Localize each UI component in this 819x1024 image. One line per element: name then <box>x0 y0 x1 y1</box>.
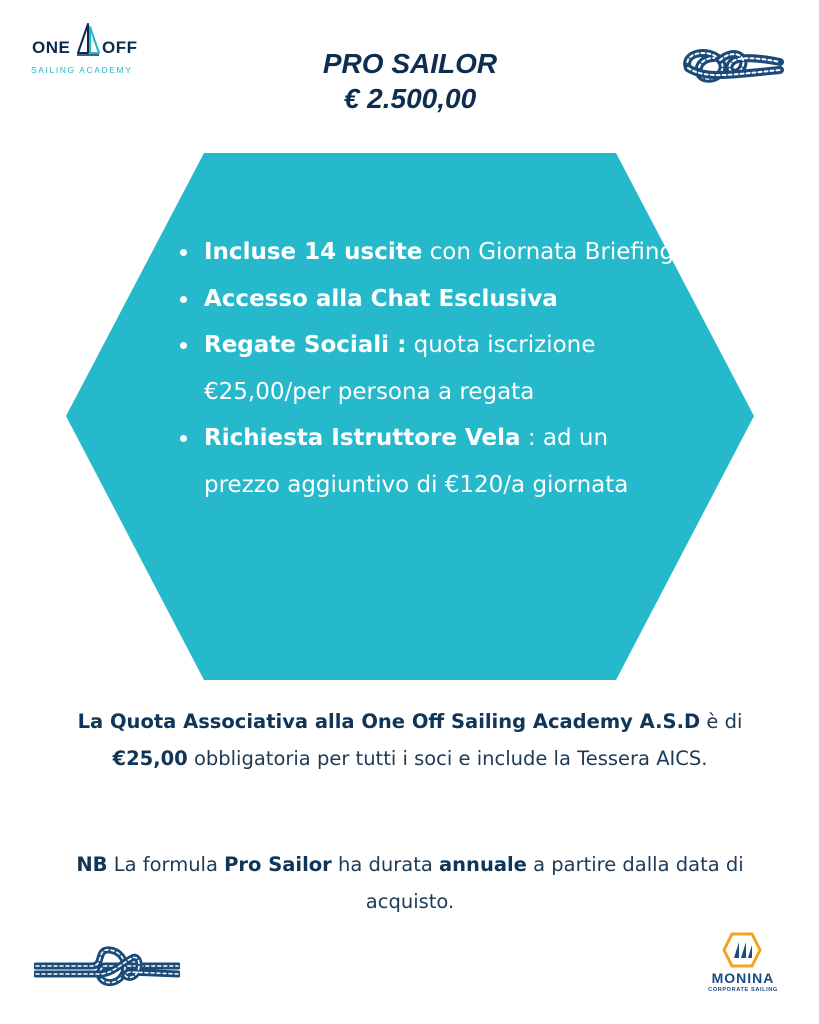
feature-highlight: Regate Sociali : <box>204 332 407 358</box>
feature-detail: : ad un prezzo aggiuntivo di €120/a giornata <box>204 425 629 498</box>
feature-detail: quota iscrizione €25,00/per persona a regata <box>204 332 596 405</box>
sailboat-icon <box>75 23 101 57</box>
feature-item <box>178 276 678 323</box>
fee-amount: €25,00 <box>112 747 188 770</box>
logo-word-one: ONE <box>32 38 71 57</box>
note-text: ha durata <box>331 853 440 876</box>
nb-label: NB <box>76 853 108 876</box>
logo-word-off: OFF <box>102 38 138 57</box>
fee-highlight-association: La Quota Associativa alla One Off Sailing Academy A.S.D <box>77 710 701 733</box>
feature-item <box>178 322 678 415</box>
sail-hexagon-icon <box>722 932 762 968</box>
plan-price: € 2.500,00 <box>343 83 477 114</box>
rope-knot-icon <box>676 44 786 86</box>
rope-knot-icon <box>34 944 180 992</box>
duration-note <box>60 846 760 920</box>
note-text: La formula <box>107 853 225 876</box>
note-text: a partire dalla data di acquisto. <box>365 853 744 913</box>
feature-item <box>178 415 678 508</box>
sponsor-subtitle: CORPORATE SAILING <box>708 987 778 993</box>
sponsor-name: MONINA <box>711 970 775 986</box>
feature-detail: con Giornata Briefing <box>422 239 675 265</box>
fee-text: è di <box>700 710 743 733</box>
feature-list <box>178 229 678 508</box>
duration-value: annuale <box>439 853 527 876</box>
plan-title: PRO SAILOR <box>322 48 498 79</box>
logo-subtitle: SAILING ACADEMY <box>31 65 133 75</box>
feature-highlight: Accesso alla Chat Esclusiva <box>204 285 558 312</box>
feature-highlight: Richiesta Istruttore Vela <box>204 425 521 451</box>
monina-logo <box>698 932 788 998</box>
feature-item <box>178 229 678 276</box>
one-off-logo <box>26 22 146 78</box>
plan-name: Pro Sailor <box>224 853 332 876</box>
membership-fee-note <box>60 703 760 777</box>
feature-highlight: Incluse 14 uscite <box>204 239 423 265</box>
fee-text-rest: obbligatoria per tutti i soci e include la Tessera AICS. <box>187 747 708 770</box>
